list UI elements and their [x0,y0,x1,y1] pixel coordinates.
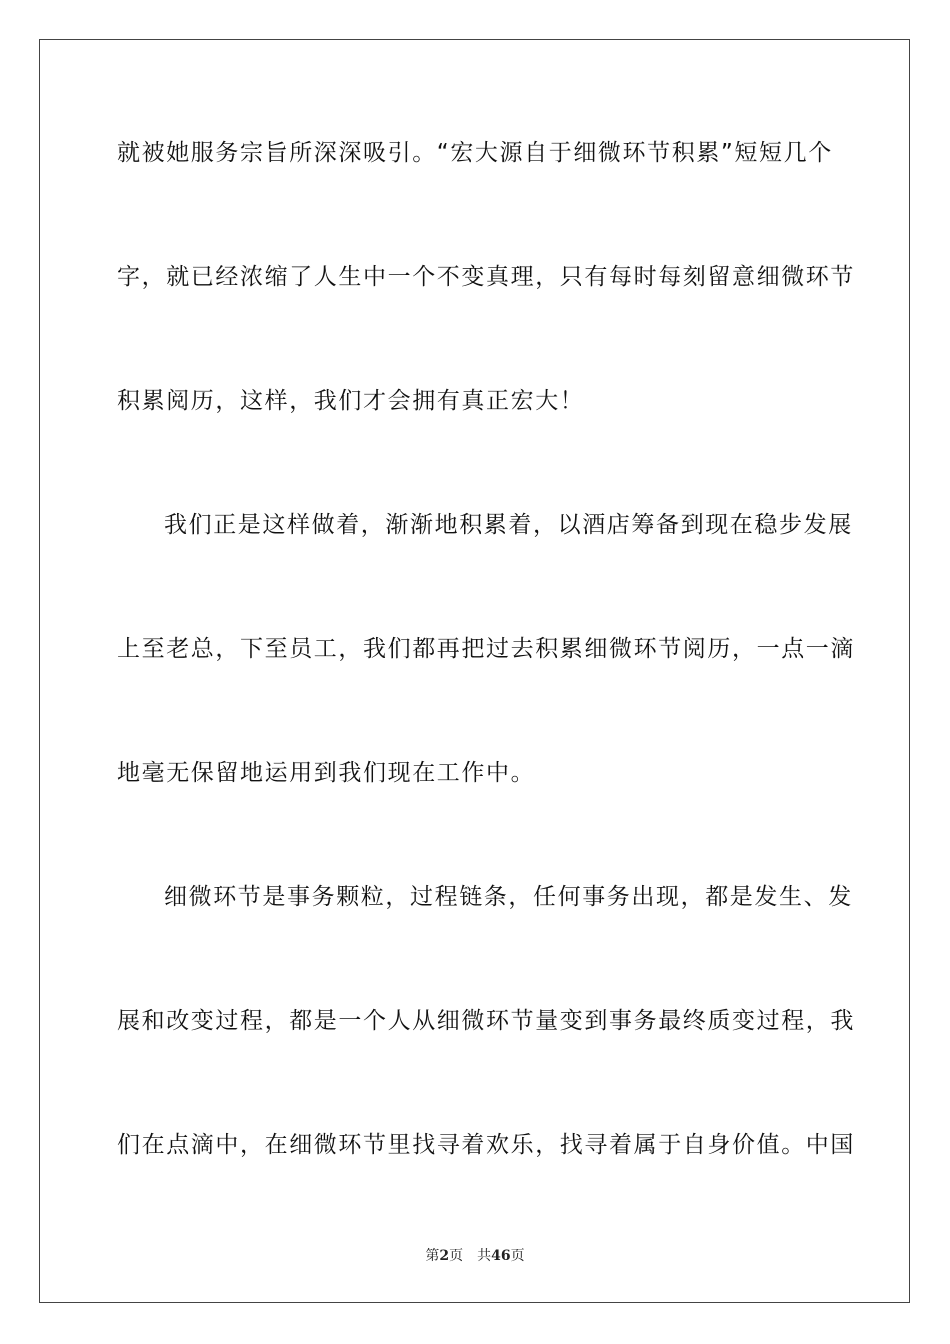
page-prefix: 第 [425,1248,440,1264]
total-prefix: 共 [477,1248,492,1264]
total-suffix: 页 [510,1248,525,1264]
text-line-5: 上至老总，下至员工，我们都再把过去积累细微环节阅历，一点一滴 [117,636,855,662]
page-frame [39,39,910,1303]
text-line-6: 地毫无保留地运用到我们现在工作中。 [117,760,536,786]
text-line-2: 字，就已经浓缩了人生中一个不变真理，只有每时每刻留意细微环节 [117,264,855,290]
page-number: 2 [439,1248,450,1264]
page-suffix: 页 [449,1248,464,1264]
text-line-7: 细微环节是事务颗粒，过程链条，任何事务出现，都是发生、发 [164,884,853,910]
text-line-8: 展和改变过程，都是一个人从细微环节量变到事务最终质变过程，我 [117,1008,855,1034]
page-footer [0,1247,950,1265]
total-pages: 46 [491,1248,511,1264]
text-line-3: 积累阅历，这样，我们才会拥有真正宏大！ [117,388,585,414]
text-line-1: 就被她服务宗旨所深深吸引。“宏大源自于细微环节积累”短短几个 [117,140,833,166]
text-line-4: 我们正是这样做着，渐渐地积累着，以酒店筹备到现在稳步发展 [164,512,853,538]
text-line-9: 们在点滴中，在细微环节里找寻着欢乐，找寻着属于自身价值。中国 [117,1132,855,1158]
